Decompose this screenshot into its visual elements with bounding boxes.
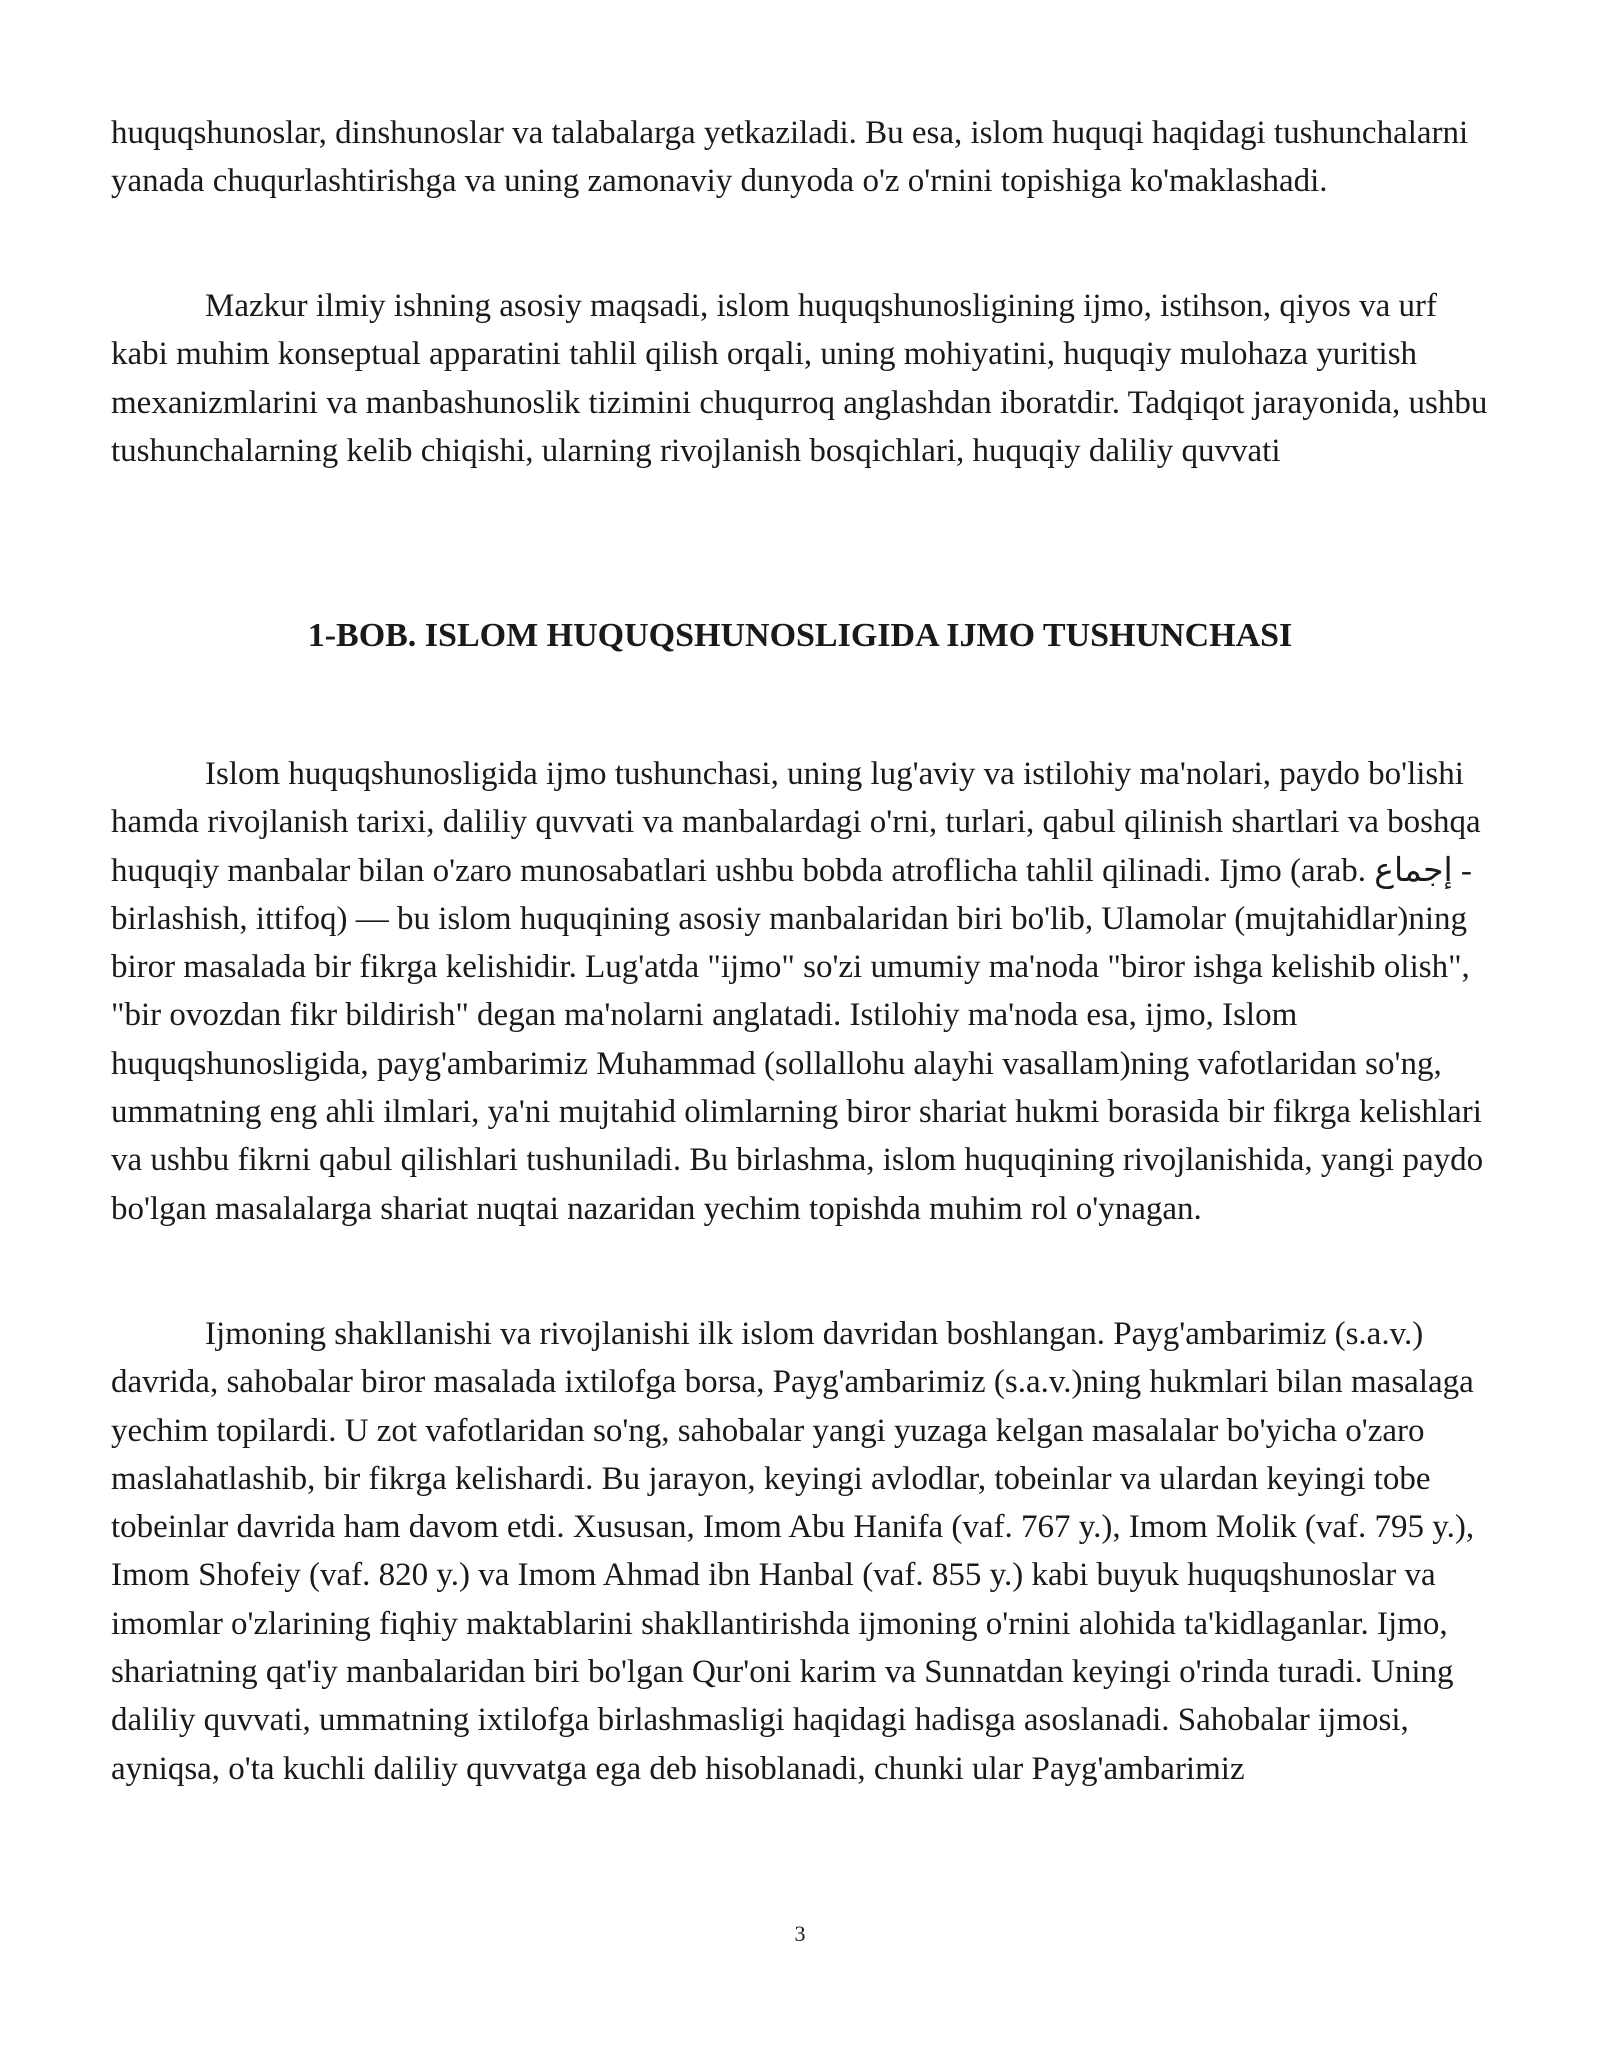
paragraph-continuation: huquqshunoslar, dinshunoslar va talabalarga yetkaziladi. Bu esa, islom huquqi haqidagi tushunchalarni yanada chuqurlashtirishga va uning zamonaviy dunyoda o'z o'rnini topishiga ko'maklashadi.	[111, 115, 1469, 200]
page-number: 3	[794, 1921, 806, 1946]
paragraph-ijmo-definition: Islom huquqshunosligida ijmo tushunchasi, uning lug'aviy va istilohiy ma'nolari, paydo bo'lishi hamda rivojlanish tarixi, daliliy quvvati va manbalardagi o'rni, turlari, qabul qilinish shartlari va boshqa huquqiy manbalar bilan o'zaro munosabatlari ushbu bobda atroflicha tahlil qilinadi. Ijmo (arab. إجماع - birlashish, ittifoq) — bu islom huquqining asosiy manbalaridan biri bo'lib, Ulamolar (mujtahidlar)ning biror masalada bir fikrga kelishidir. Lug'atda "ijmo" so'zi umumiy ma'noda "biror ishga kelishib olish", "bir ovozdan fikr bildirish" degan ma'nolarni anglatadi. Istilohiy ma'noda esa, ijmo, Islom huquqshunosligida, payg'ambarimiz Muhammad (sollallohu alayhi vasallam)ning vafotlaridan so'ng, ummatning eng ahli ilmlari, ya'ni mujtahid olimlarning biror shariat hukmi borasida bir fikrga kelishlari va ushbu fikrni qabul qilishlari tushuniladi. Bu birlashma, islom huquqining rivojlanishida, yangi paydo bo'lgan masalalarga shariat nuqtai nazaridan yechim topishda muhim rol o'ynagan.	[111, 756, 1484, 1227]
chapter-title: 1-BOB. ISLOM HUQUQSHUNOSLIGIDA IJMO TUSHUNCHASI	[307, 617, 1293, 654]
paragraph-research-aim: Mazkur ilmiy ishning asosiy maqsadi, islom huquqshunosligining ijmo, istihson, qiyos va urf kabi muhim konseptual apparatini tahlil qilish orqali, uning mohiyatini, huquqiy mulohaza yuritish mexanizmlarini va manbashunoslik tizimini chuqurroq anglashdan iboratdir. Tadqiqot jarayonida, ushbu tushunchalarning kelib chiqishi, ularning rivojlanish bosqichlari, huquqiy daliliy quvvati	[111, 288, 1488, 469]
paragraph-ijmo-history: Ijmoning shakllanishi va rivojlanishi ilk islom davridan boshlangan. Payg'ambarimiz (s.a.v.) davrida, sahobalar biror masalada ixtilofga borsa, Payg'ambarimiz (s.a.v.)ning hukmlari bilan masalaga yechim topilardi. U zot vafotlaridan so'ng, sahobalar yangi yuzaga kelgan masalalar bo'yicha o'zaro maslahatlashib, bir fikrga kelishardi. Bu jarayon, keyingi avlodlar, tobeinlar va ulardan keyingi tobe tobeinlar davrida ham davom etdi. Xususan, Imom Abu Hanifa (vaf. 767 y.), Imom Molik (vaf. 795 y.), Imom Shofeiy (vaf. 820 y.) va Imom Ahmad ibn Hanbal (vaf. 855 y.) kabi buyuk huquqshunoslar va imomlar o'zlarining fiqhiy maktablarini shakllantirishda ijmoning o'rnini alohida ta'kidlaganlar. Ijmo, shariatning qat'iy manbalaridan biri bo'lgan Qur'oni karim va Sunnatdan keyingi o'rinda turadi. Uning daliliy quvvati, ummatning ixtilofga birlashmasligi haqidagi hadisga asoslanadi. Sahobalar ijmosi, ayniqsa, o'ta kuchli daliliy quvvatga ega deb hisoblanadi, chunki ular Payg'ambarimiz	[111, 1316, 1475, 1787]
